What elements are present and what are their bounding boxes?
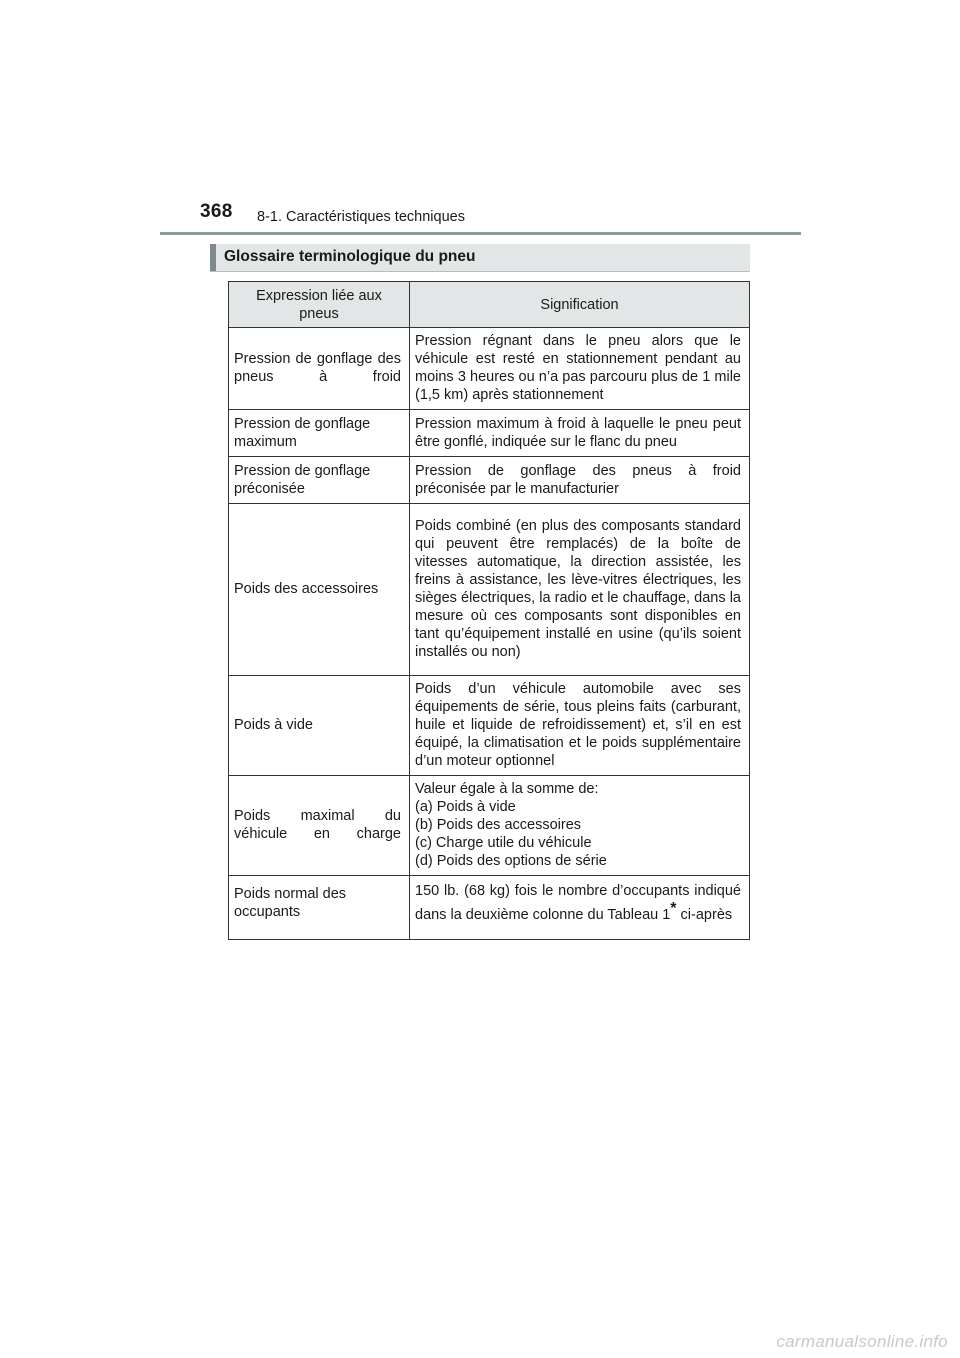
- sum-item: (d) Poids des options de série: [415, 853, 607, 869]
- section-accent: [210, 244, 216, 271]
- meaning-cell: Poids combiné (en plus des composants standard qui peuvent être remplacés) de la boîte de vitesses automatique, la direction assistée, les freins à assistance, les lève-vitres électriques, les sièges électriques, la radio et le chauffage, dans la mesure où ces composants sont disponibles en tant qu’équipement installé en usine (qu’ils soient installés ou non): [410, 504, 750, 676]
- table-header-row: [229, 282, 750, 328]
- term-cell: Poids à vide: [229, 676, 410, 776]
- glossary-table: [228, 281, 750, 940]
- meaning-cell: Poids d’un véhicule automobile avec ses équipements de série, tous pleins faits (carburant, huile et liquide de refroidissement) et, s’il en est équipé, la climatisation et le poids supplémentaire d’un moteur optionnel: [410, 676, 750, 776]
- term-cell: Poids des accessoires: [229, 504, 410, 676]
- section-heading-bar: [210, 244, 750, 272]
- meaning-text: 150 lb. (68 kg) fois le nombre d’occupants indiqué dans la deuxième colonne du Tableau 1: [415, 883, 741, 923]
- sum-item: (a) Poids à vide: [415, 799, 516, 815]
- meaning-text-end: ci-après: [676, 906, 733, 923]
- footnote-asterisk: *: [670, 900, 677, 917]
- term-cell: Poids normal des occupants: [229, 876, 410, 940]
- table-row: [229, 328, 750, 410]
- table-row: [229, 676, 750, 776]
- table-row: [229, 776, 750, 876]
- page-number: 368: [200, 201, 233, 222]
- sum-intro: Valeur égale à la somme de:: [415, 781, 599, 797]
- term-cell: Pression de gonflage maximum: [229, 410, 410, 457]
- meaning-cell: Pression régnant dans le pneu alors que le véhicule est resté en stationnement pendant au moins 3 heures ou n’a pas parcouru plus de 1 mile (1,5 km) après stationnement: [410, 328, 750, 410]
- watermark: carmanualsonline.info: [776, 1332, 948, 1351]
- column-header-term: Expression liée aux pneus: [229, 282, 410, 328]
- meaning-cell: Pression maximum à froid à laquelle le pneu peut être gonflé, indiquée sur le flanc du pneu: [410, 410, 750, 457]
- chapter-title: 8-1. Caractéristiques techniques: [257, 209, 465, 225]
- table-row: [229, 876, 750, 940]
- sum-item: (c) Charge utile du véhicule: [415, 835, 592, 851]
- table-row: [229, 457, 750, 504]
- term-cell: Pression de gonflage préconisée: [229, 457, 410, 504]
- meaning-cell: Pression de gonflage des pneus à froid préconisée par le manufacturier: [410, 457, 750, 504]
- table-row: [229, 504, 750, 676]
- section-title: Glossaire terminologique du pneu: [224, 248, 476, 265]
- table-row: [229, 410, 750, 457]
- sum-item: (b) Poids des accessoires: [415, 817, 582, 833]
- term-cell: Pression de gonflage des pneus à froid: [229, 328, 410, 410]
- column-header-meaning: Signification: [410, 282, 750, 328]
- header-rule: [160, 232, 801, 235]
- term-cell: Poids maximal du véhicule en charge: [229, 776, 410, 876]
- meaning-cell: [410, 776, 750, 876]
- meaning-cell: [410, 876, 750, 940]
